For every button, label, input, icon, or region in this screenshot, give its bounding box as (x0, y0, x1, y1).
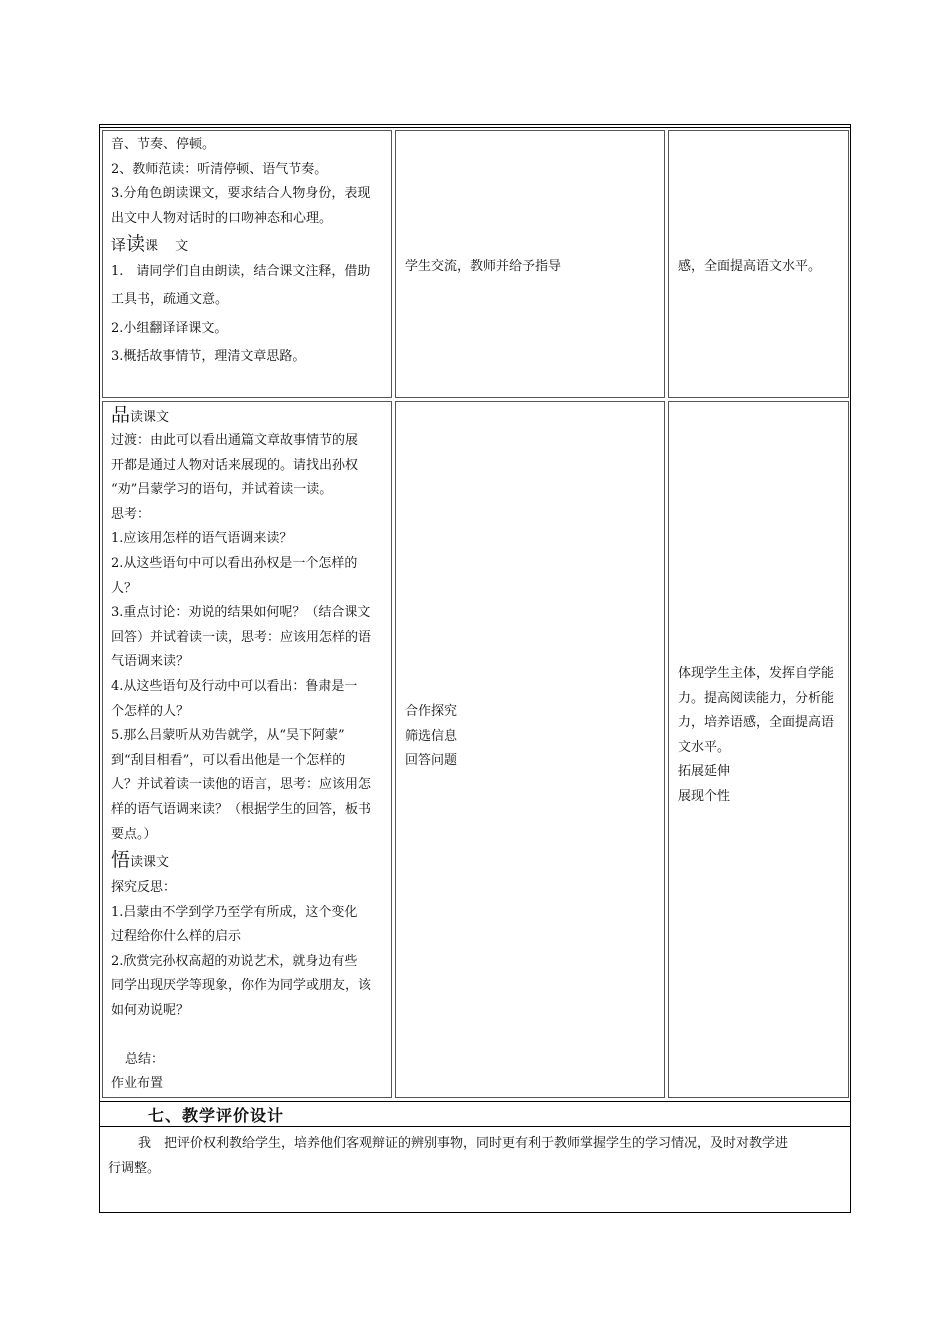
row2-line-12: 个怎样的人？ (111, 703, 190, 719)
row2-student-1: 合作探究 (405, 704, 458, 719)
section7-body-line-1: 我 把评价权利教给学生，培养他们客观辩证的辨别事物，同时更有利于教师掌握学生的学习情况，及时对教学进 (138, 1136, 789, 1151)
row1-intent-cell (668, 130, 849, 398)
row2-intent-5: 拓展延伸 (678, 764, 731, 780)
row2-line-2: 开都是通过人物对话来展现的。请找出孙权 (111, 457, 359, 473)
row1-line-3: 3.分角色朗读课文，要求结合人物身份，表现 (111, 186, 371, 202)
row2-line-4: 思考： (111, 506, 151, 522)
section7-title: 七、教学评价设计 (148, 1106, 285, 1125)
row2-line-7: 人？ (111, 580, 138, 596)
wu-heading-rest: 读课文 (130, 855, 170, 871)
row2-line-8: 3.重点讨论：劝说的结果如何呢？（结合课文 (111, 605, 371, 621)
row2-line-5: 1.应该用怎样的语气语调来读？ (111, 531, 293, 547)
row2-line-11: 4.从这些语句及行动中可以看出：鲁肃是一 (111, 678, 358, 694)
row2-intent-6: 展现个性 (678, 788, 731, 804)
row2-line-1: 过渡：由此可以看出通篇文章故事情节的展 (111, 433, 359, 448)
row2-line-22: 同学出现厌学等现象，你作为同学或朋友，该 (111, 978, 372, 994)
row2-line-9: 回答）并试着读一读，思考：应该用怎样的语 (111, 629, 372, 645)
row1-student-text: 学生交流，教师并给予指导 (405, 259, 562, 274)
row1-line-2: 2、教师范读：听清停顿、语气节奏。 (111, 161, 328, 177)
row2-line-15: 人？并试着读一读他的语言，思考：应该用怎 (111, 777, 372, 793)
yi-heading-rest: 课 文 (145, 239, 189, 255)
row2-line-23: 如何劝说呢？ (111, 1003, 190, 1019)
row2-intent-2: 力。提高阅读能力，分析能 (678, 690, 835, 706)
row2-student-3: 回答问题 (405, 753, 458, 769)
pin-heading-big: 品 (111, 404, 131, 426)
top-border (100, 127, 850, 128)
row2-activity-cell (102, 401, 392, 1098)
row2-line-18: 探究反思： (111, 880, 177, 896)
homework-label: 作业布置 (111, 1076, 164, 1092)
row2-line-3: “劝”吕蒙学习的语句，并试着读一读。 (111, 482, 333, 498)
yi-heading-big: 读 (126, 233, 146, 256)
row1-line-4: 出文中人物对话时的口吻神态和心理。 (111, 210, 333, 226)
row1-line-5: 1. 请同学们自由朗读，结合课文注释，借助 (111, 264, 371, 280)
summary-label: 总结： (125, 1051, 165, 1067)
row1-activity-cell (102, 130, 392, 398)
lesson-plan-table (99, 124, 851, 1213)
row2-intent-1: 体现学生主体，发挥自学能 (678, 666, 835, 681)
row2-line-20: 过程给你什么样的启示 (111, 929, 242, 945)
row2-line-19: 1.吕蒙由不学到学乃至学有所成，这个变化 (111, 904, 358, 920)
row2-line-17: 要点。） (111, 826, 157, 842)
row2-line-6: 2.从这些语句中可以看出孙权是一个怎样的 (111, 555, 358, 571)
row2-line-16: 样的语气语调来读？（根据学生的回答，板书 (111, 801, 372, 817)
row2-student-cell (395, 401, 665, 1098)
section7-body-line-2: 行调整。 (108, 1161, 161, 1176)
row1-intent-text: 感，全面提高语文水平。 (678, 259, 822, 274)
row1-student-cell (395, 130, 665, 398)
spacer (111, 1024, 385, 1048)
section7-header (100, 1101, 850, 1127)
section7-body (108, 1131, 844, 1181)
row2-line-21: 2.欣赏完孙权高超的劝说艺术，就身边有些 (111, 953, 358, 969)
row1-line-1: 音、节奏、停顿。 (111, 137, 216, 152)
row2-line-10: 气语调来读？ (111, 654, 190, 670)
row2-intent-3: 力，培养语感，全面提高语 (678, 715, 835, 731)
row2-student-2: 筛选信息 (405, 728, 458, 744)
yi-heading (111, 231, 385, 260)
row2-line-13: 5.那么吕蒙听从劝告就学，从“吴下阿蒙” (111, 728, 345, 744)
wu-heading-big: 悟 (111, 849, 131, 872)
pin-heading-rest: 读课文 (130, 410, 170, 425)
row1-line-8: 3.概括故事情节，理清文章思路。 (111, 348, 306, 364)
row2-line-14: 到“刮目相看”，可以看出他是一个怎样的 (111, 752, 346, 768)
row2-intent-4: 文水平。 (678, 739, 731, 755)
row2-intent-cell (668, 401, 849, 1098)
yi-heading-char: 译 (111, 236, 127, 255)
row1-line-7: 2.小组翻译译课文。 (111, 320, 228, 336)
pin-heading (111, 404, 385, 429)
wu-heading (111, 847, 385, 876)
row1-line-6: 工具书，疏通文意。 (111, 291, 229, 307)
